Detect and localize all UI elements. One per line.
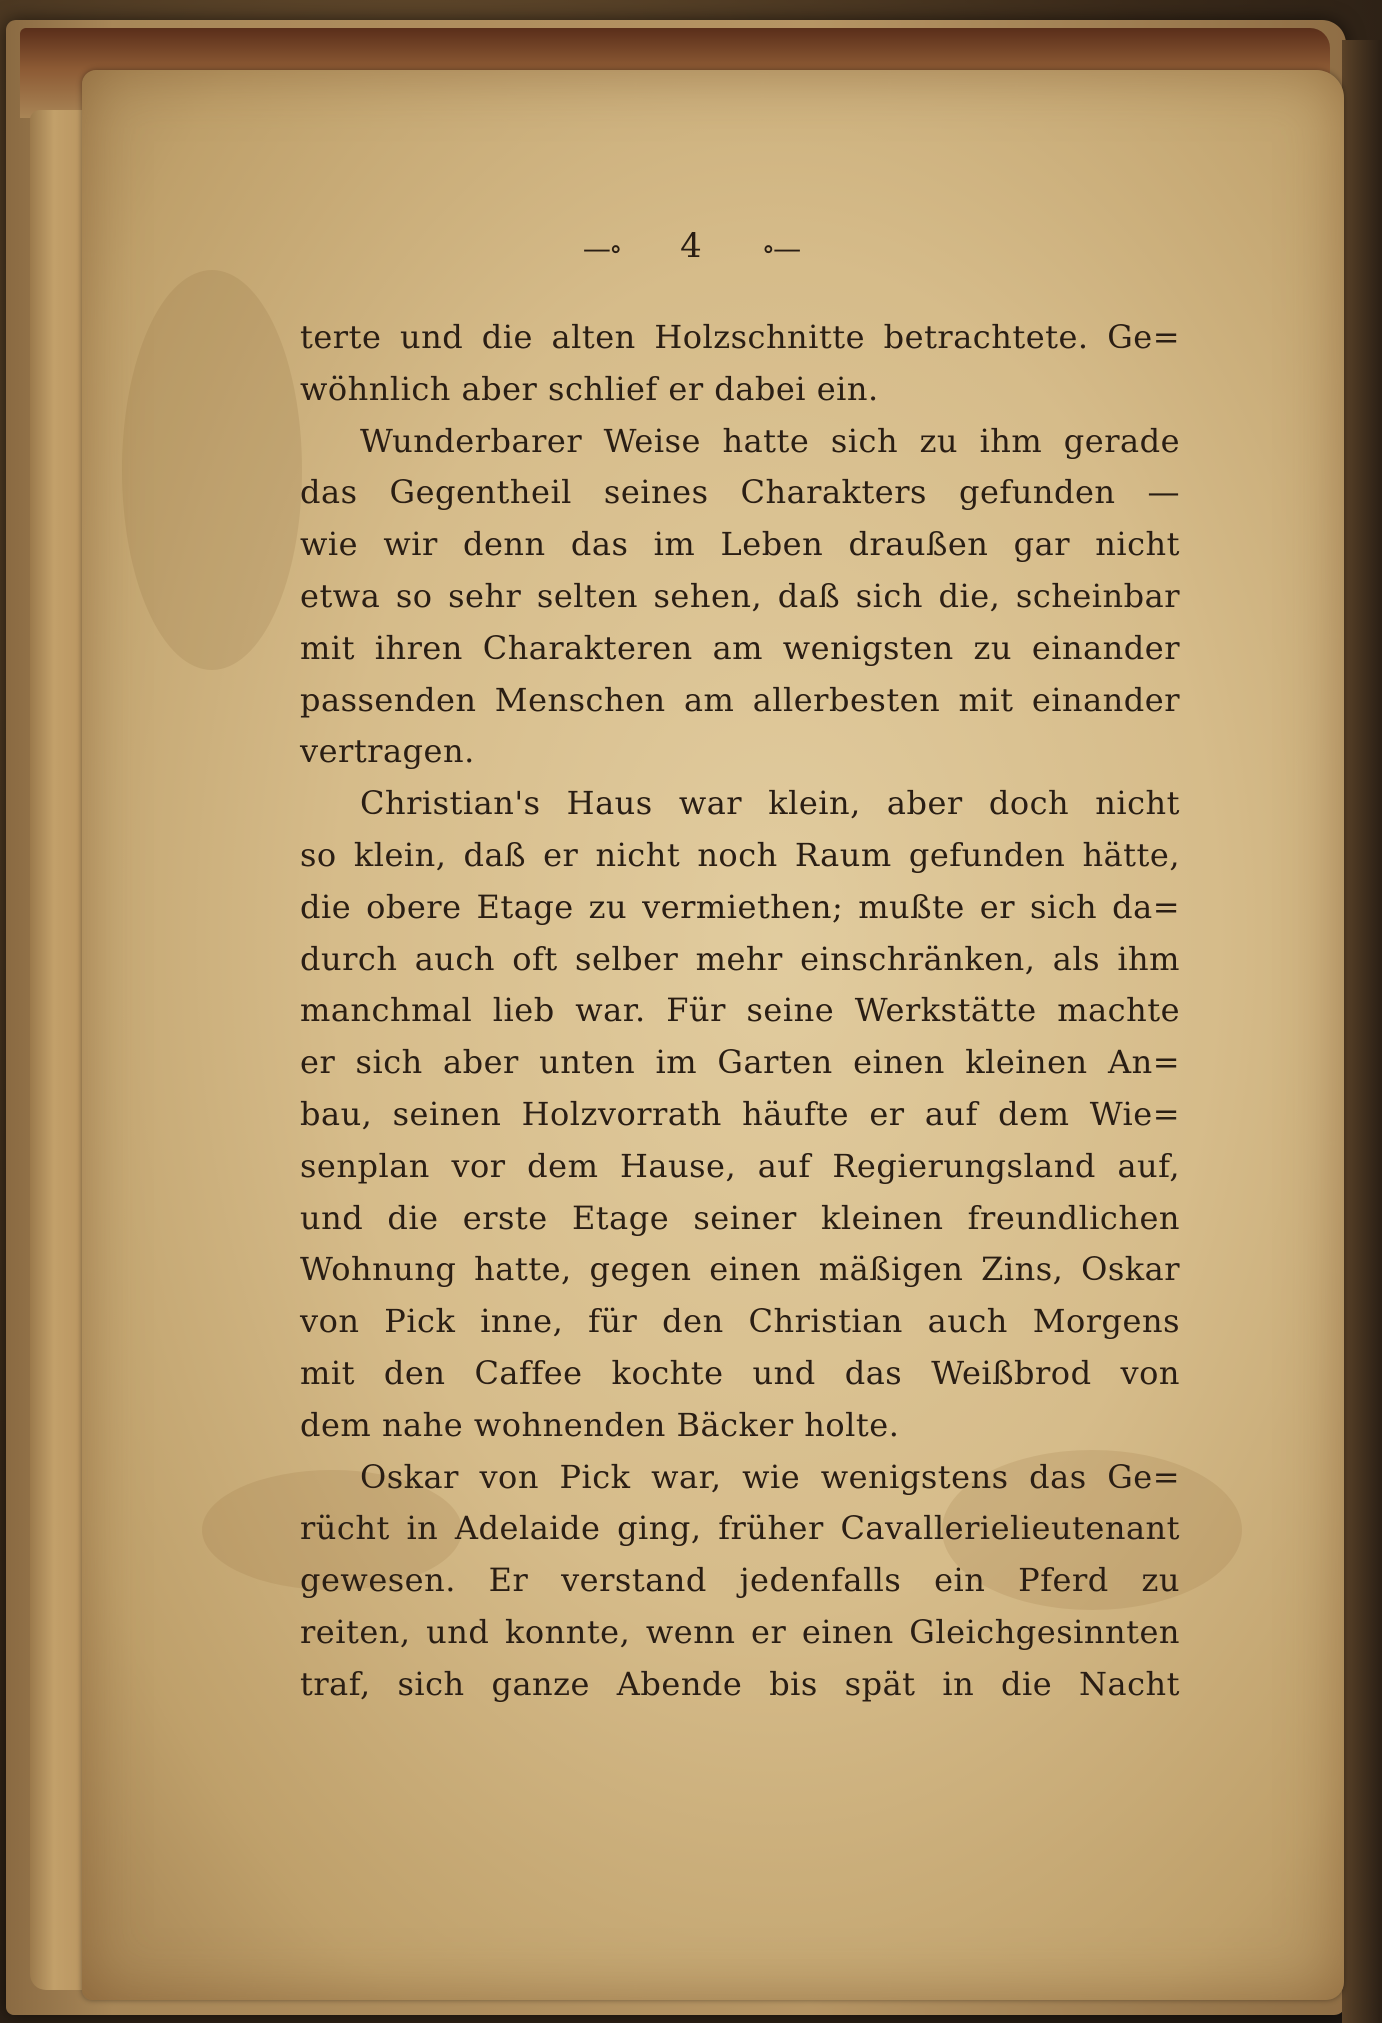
text-line: mit den Caffee kochte und das Weißbrod von [300, 1353, 1180, 1392]
text-line: Christian's Haus war klein, aber doch nicht [360, 784, 1180, 823]
text-line: Wohnung hatte, gegen einen mäßigen Zins, Oskar [300, 1250, 1180, 1289]
text-line: dem nahe wohnenden Bäcker holte. [300, 1405, 900, 1444]
text-line: bau, seinen Holzvorrath häufte er auf dem Wie= [300, 1094, 1180, 1133]
text-line: reiten, und konnte, wenn er einen Gleichgesinnten [300, 1612, 1180, 1651]
page-number: 4 [680, 226, 702, 266]
page-edge-left [30, 110, 90, 1990]
text-line: er sich aber unten im Garten einen kleinen An= [300, 1043, 1180, 1082]
text-line: das Gegentheil seines Charakters gefunden — [300, 473, 1180, 512]
text-line: vertragen. [300, 732, 475, 771]
text-line: manchmal lieb war. Für seine Werkstätte machte [300, 991, 1180, 1030]
text-line: traf, sich ganze Abende bis spät in die Nacht [300, 1664, 1180, 1703]
book-spine [1342, 40, 1382, 2023]
text-line: passenden Menschen am allerbesten mit einander [300, 680, 1180, 719]
text-line: durch auch oft selber mehr einschränken, als ihm [300, 939, 1180, 978]
text-line: senplan vor dem Hause, auf Regierungsland auf, [300, 1146, 1180, 1185]
text-line: wöhnlich aber schlief er dabei ein. [300, 369, 879, 408]
ornament-left: —∘ [582, 231, 621, 265]
text-line: und die erste Etage seiner kleinen freundlichen [300, 1198, 1180, 1237]
text-line: so klein, daß er nicht noch Raum gefunden hätte, [300, 835, 1180, 874]
ornament-right: ∘— [761, 231, 800, 265]
text-line: wie wir denn das im Leben draußen gar nicht [300, 525, 1180, 564]
text-line: mit ihren Charakteren am wenigsten zu einander [300, 628, 1180, 667]
text-line: rücht in Adelaide ging, früher Cavallerielieutenant [300, 1509, 1180, 1548]
body-text [300, 312, 1180, 1711]
text-line: von Pick inne, für den Christian auch Morgens [300, 1302, 1180, 1341]
text-line: Oskar von Pick war, wie wenigstens das Ge= [360, 1457, 1180, 1496]
stain [122, 270, 302, 670]
page-header [0, 226, 1382, 266]
text-line: gewesen. Er verstand jedenfalls ein Pferd zu [300, 1561, 1180, 1600]
text-line: etwa so sehr selten sehen, daß sich die, scheinbar [300, 576, 1180, 615]
text-line: Wunderbarer Weise hatte sich zu ihm gerade [360, 421, 1180, 460]
text-line: die obere Etage zu vermiethen; mußte er sich da= [300, 887, 1180, 926]
text-line: terte und die alten Holzschnitte betrachtete. Ge= [300, 318, 1180, 356]
